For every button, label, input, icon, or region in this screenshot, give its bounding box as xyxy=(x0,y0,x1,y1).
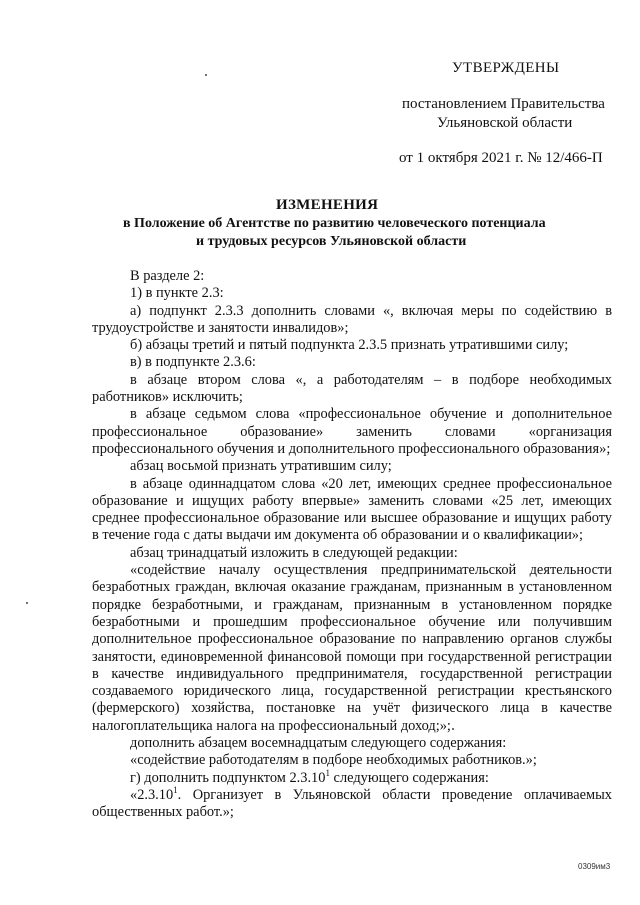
paragraph: в абзаце седьмом слова «профессиональное обучение и дополнительное профессиональное образование» заменить словами «организация профессионального обучения и дополнительного профессионального образования»; xyxy=(92,406,612,457)
paragraph: абзац восьмой признать утратившим силу; xyxy=(130,458,392,475)
paragraph-text: «2.3.10 xyxy=(130,786,174,803)
paragraph xyxy=(92,767,612,787)
scan-speck xyxy=(452,728,454,730)
superscript: 1 xyxy=(325,767,330,778)
paragraph: а) подпункт 2.3.3 дополнить словами «, включая меры по содействию в трудоустройстве и занятости инвалидов»; xyxy=(92,302,612,336)
approved-by-line2: Ульяновской области xyxy=(437,115,573,131)
paragraph: «содействие началу осуществления предпринимательской деятельности безработных граждан, включая оказание гражданам, признанным в установленном порядке безработными, и гражданам, признанным в установленном порядке безработными и прошедшим профессиональное обучение или получившим дополнительное профессиональное образование по направлению органов службы занятости, единовременной финансовой помощи при государственной регистрации в качестве индивидуального предпринимателя, государственной регистрации создаваемого юридического лица, государственной регистрации крестьянского (фермерского) хозяйства, постановке на учёт физического лица в качестве налогоплательщика налога на профессиональный доход;»; xyxy=(92,562,612,734)
document-subtitle-line2: и трудовых ресурсов Ульяновской области xyxy=(196,234,467,249)
decree-date-number: от 1 октября 2021 г. № 12/466-П xyxy=(399,150,603,166)
document-body xyxy=(92,268,612,822)
paragraph: б) абзацы третий и пятый подпункта 2.3.5 признать утратившими силу; xyxy=(130,337,569,354)
paragraph: В разделе 2: xyxy=(130,268,205,284)
superscript: 1 xyxy=(173,785,178,796)
paragraph: в) в подпункте 2.3.6: xyxy=(130,354,256,371)
approved-by-line1: постановлением Правительства xyxy=(402,96,605,112)
paragraph: дополнить абзацем восемнадцатым следующего содержания: xyxy=(130,735,507,752)
paragraph: абзац тринадцатый изложить в следующей редакции: xyxy=(130,544,458,561)
document-title: ИЗМЕНЕНИЯ xyxy=(276,197,379,213)
paragraph: в абзаце одиннадцатом слова «20 лет, имеющих среднее профессиональное образование и ищущих работу впервые» заменить словами «25 лет, имеющих среднее профессиональное образование или высшее образование и ищущих работу в течение года с даты выдачи им документа об образовании и о квалификации»; xyxy=(92,475,612,544)
approved-heading: УТВЕРЖДЕНЫ xyxy=(452,60,560,76)
paragraph: в абзаце втором слова «, а работодателям – в подборе необходимых работников» исключить; xyxy=(92,371,612,406)
scan-speck xyxy=(205,74,207,76)
footer-code: 0309им3 xyxy=(578,862,611,871)
paragraph-text: . Организует в Ульяновской области проведение оплачиваемых общественных работ.»; xyxy=(92,786,612,821)
paragraph-text: г) дополнить подпунктом 2.3.10 xyxy=(130,769,326,786)
paragraph xyxy=(92,787,612,822)
paragraph: «содействие работодателям в подборе необходимых работников.»; xyxy=(130,752,537,769)
document-subtitle-line1: в Положение об Агентстве по развитию человеческого потенциала xyxy=(123,216,546,231)
paragraph-text: следующего содержания: xyxy=(329,769,489,786)
scan-speck xyxy=(26,602,28,604)
paragraph: 1) в пункте 2.3: xyxy=(130,285,224,302)
